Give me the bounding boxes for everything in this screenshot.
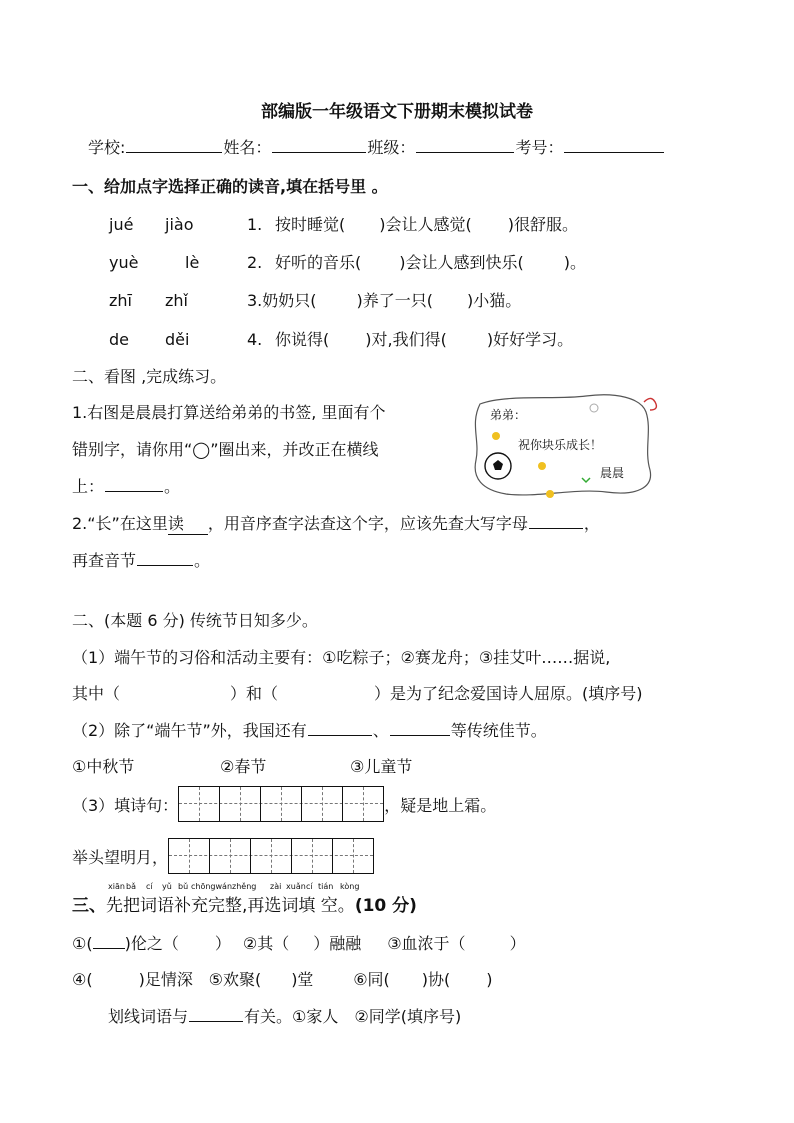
option: ③儿童节 bbox=[350, 757, 413, 776]
heading-text: 先把词语补充完整,再选词填 空。 bbox=[106, 896, 355, 916]
pinyin: děi bbox=[165, 330, 190, 349]
item-part: ） bbox=[509, 934, 526, 953]
q4-row-2 bbox=[72, 967, 493, 990]
pinyin: cí bbox=[146, 882, 153, 891]
q1-row bbox=[109, 250, 586, 273]
sentence-part: ）是为了纪念爱国诗人屈原。(填序号) bbox=[374, 684, 643, 703]
name-blank[interactable] bbox=[272, 136, 366, 153]
sentence-part: ）和（ bbox=[230, 684, 279, 703]
sentence-part: )会让人感觉( bbox=[379, 215, 472, 234]
pinyin: de bbox=[109, 330, 129, 349]
sentence-part: 2.“长”在这里 bbox=[72, 514, 168, 533]
item-part: ） bbox=[214, 934, 231, 953]
item-part: )足情深 bbox=[138, 970, 193, 989]
sentence-part: )。 bbox=[563, 253, 586, 272]
q4-heading bbox=[72, 891, 417, 916]
sentence-part: （2）除了“端午节”外，我国还有 bbox=[72, 721, 307, 740]
pinyin: zhěng bbox=[232, 882, 257, 891]
festival-blank[interactable] bbox=[390, 719, 450, 736]
school-label: 学校: bbox=[88, 138, 126, 157]
sentence-part: 奶奶只( bbox=[262, 291, 317, 310]
pinyin: zài bbox=[270, 882, 282, 891]
sentence-part: （3）填诗句： bbox=[72, 795, 179, 815]
pinyin: yuè bbox=[109, 253, 139, 272]
q3-text-line bbox=[72, 718, 547, 741]
item-part: )伦之（ bbox=[124, 934, 179, 953]
pinyin: chōng bbox=[191, 882, 216, 891]
item-number: 4. bbox=[247, 330, 263, 349]
sentence-part: 上： bbox=[72, 477, 105, 496]
option: ①中秋节 bbox=[72, 757, 135, 776]
section-number: 三、 bbox=[72, 896, 106, 916]
pinyin: jiào bbox=[165, 215, 194, 234]
score: (10 分) bbox=[354, 896, 417, 916]
heading-pinyin bbox=[108, 882, 359, 891]
exam-no-blank[interactable] bbox=[564, 136, 664, 153]
q2-text-line: 错别字，请你用“◯”圈出来，并改正在横线 bbox=[72, 440, 379, 459]
q3-text-line: （1）端午节的习俗和活动主要有：①吃粽子；②赛龙舟；③挂艾叶……据说, bbox=[72, 648, 611, 667]
school-blank[interactable] bbox=[126, 136, 222, 153]
name-label: 姓名： bbox=[223, 138, 272, 157]
pinyin: bǔ bbox=[178, 882, 189, 891]
festival-blank[interactable] bbox=[308, 719, 372, 736]
bookmark-to: 弟弟： bbox=[490, 408, 527, 422]
pinyin: kòng bbox=[340, 882, 360, 891]
answer-blank[interactable] bbox=[93, 933, 125, 949]
q1-row bbox=[109, 288, 521, 311]
bookmark-message: 祝你块乐成长！ bbox=[518, 438, 603, 452]
poem-line-1 bbox=[72, 786, 496, 822]
q3-text-line bbox=[72, 681, 643, 704]
sentence-part: 举头望明月， bbox=[72, 847, 169, 867]
item-part: ②其（ bbox=[242, 934, 290, 953]
sentence-part: 有关。①家人 ②同学(填序号) bbox=[244, 1007, 462, 1026]
pinyin: wán bbox=[215, 882, 233, 891]
item-part: )堂 bbox=[291, 970, 314, 989]
sentence-part: 等传统佳节。 bbox=[450, 721, 547, 740]
pinyin: yǔ bbox=[162, 882, 172, 891]
sentence-part: 你说得( bbox=[275, 330, 330, 349]
class-label: 班级： bbox=[367, 138, 416, 157]
page-title: 部编版一年级语文下册期末模拟试卷 bbox=[261, 102, 533, 122]
sentence-part: )养了一只( bbox=[356, 291, 434, 310]
q1-row bbox=[109, 327, 573, 350]
letter-blank[interactable] bbox=[529, 512, 583, 529]
pinyin: tián bbox=[318, 882, 334, 891]
pinyin: bǎ bbox=[126, 882, 136, 891]
item-number: 3. bbox=[247, 291, 263, 310]
item-part: ⑤欢聚( bbox=[208, 970, 262, 989]
student-info-line bbox=[88, 135, 665, 158]
exam-no-label: 考号： bbox=[515, 138, 564, 157]
bookmark-signature: 晨晨 bbox=[600, 466, 625, 480]
pinyin: jué bbox=[109, 215, 134, 234]
sentence-part: 、 bbox=[372, 721, 389, 740]
q3-heading: 二、(本题 6 分) 传统节日知多少。 bbox=[72, 611, 318, 630]
q1-heading: 一、给加点字选择正确的读音,填在括号里 。 bbox=[72, 177, 388, 196]
writing-grid[interactable] bbox=[178, 786, 384, 822]
answer-blank[interactable] bbox=[189, 1005, 243, 1022]
q4-last-line bbox=[108, 1004, 461, 1027]
sentence-part: )对,我们得( bbox=[365, 330, 447, 349]
pinyin: xiān bbox=[108, 882, 125, 891]
q2-text-line bbox=[72, 474, 180, 497]
item-part: )协( bbox=[421, 970, 451, 989]
q1-row bbox=[109, 212, 578, 235]
sentence-part: ，用音序查字法查这个字，应该先查大写字母 bbox=[207, 514, 528, 533]
sentence-part: 按时睡觉( bbox=[275, 215, 346, 234]
pinyin: zhī bbox=[109, 291, 132, 310]
item-part: ④( bbox=[72, 970, 93, 989]
item-number: 1. bbox=[247, 215, 263, 234]
pinyin: cí bbox=[306, 882, 313, 891]
writing-grid[interactable] bbox=[168, 838, 374, 874]
sentence-part: )很舒服。 bbox=[507, 215, 578, 234]
q2-text-line bbox=[72, 511, 600, 535]
sentence-part: )会让人感到快乐( bbox=[399, 253, 524, 272]
sentence-part: 其中（ bbox=[72, 684, 121, 703]
options-row bbox=[72, 754, 412, 777]
bookmark-picture bbox=[466, 390, 662, 500]
read-underlined: 读 bbox=[168, 511, 208, 535]
q2-heading: 二、看图 ,完成练习。 bbox=[72, 367, 227, 386]
q4-row-1 bbox=[72, 931, 526, 954]
sentence-part: )小猫。 bbox=[467, 291, 522, 310]
correction-blank[interactable] bbox=[105, 475, 163, 492]
pinyin: xuǎn bbox=[286, 882, 306, 891]
class-blank[interactable] bbox=[416, 136, 514, 153]
poem-line-2 bbox=[72, 838, 374, 874]
item-part: ①( bbox=[72, 934, 93, 953]
q2-text-line: 1.右图是晨晨打算送给弟弟的书签, 里面有个 bbox=[72, 403, 386, 422]
item-number: 2. bbox=[247, 253, 263, 272]
sentence-part: 好听的音乐( bbox=[275, 253, 362, 272]
sentence-part: ，疑是地上霜。 bbox=[384, 795, 497, 815]
item-part: ⑥同( bbox=[353, 970, 390, 989]
sentence-part: )好好学习。 bbox=[486, 330, 574, 349]
option: ②春节 bbox=[220, 757, 267, 776]
q2-text-line bbox=[72, 548, 210, 571]
item-part: ) bbox=[486, 970, 493, 989]
item-part: ）融融 bbox=[313, 934, 362, 953]
sentence-part: 。 bbox=[194, 551, 211, 570]
pinyin: lè bbox=[185, 253, 200, 272]
item-part: ③血浓于（ bbox=[387, 934, 466, 953]
sentence-part: ， bbox=[583, 514, 600, 533]
pinyin: zhǐ bbox=[165, 291, 188, 310]
sentence-part: 。 bbox=[164, 477, 181, 496]
sentence-part: 再查音节 bbox=[72, 551, 137, 570]
syllable-blank[interactable] bbox=[137, 549, 193, 566]
sentence-part: 划线词语与 bbox=[108, 1007, 189, 1026]
